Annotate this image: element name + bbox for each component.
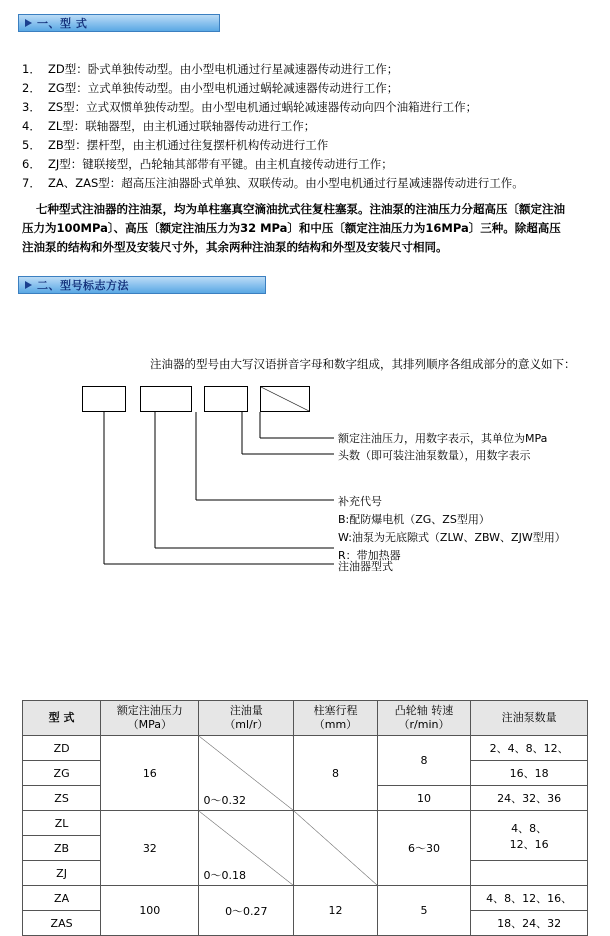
bold-paragraph: [22, 200, 600, 257]
table-row: [23, 886, 588, 911]
th-oil-l2: （ml/r）: [224, 718, 269, 731]
list-item: [22, 174, 592, 193]
bold-paragraph-line-2: 压力为100MPa〕、高压〔额定注油压力为32 MPa〕和中压〔额定注油压力为16MPa〕三种。除超高压: [22, 221, 561, 235]
cell-type: ZL: [23, 811, 101, 836]
cell-count: [471, 811, 588, 861]
cell-oil-032-value: 0～0.32: [203, 794, 246, 807]
cell-pressure-32: 32: [101, 811, 199, 886]
th-speed: [377, 701, 470, 736]
cell-count: 24、32、36: [471, 786, 588, 811]
cell-speed-630: 6～30: [377, 811, 470, 886]
spec-table: [22, 700, 588, 936]
diagram-title: 注油器的型号由大写汉语拼音字母和数字组成，其排列顺序各组成部分的意义如下：: [150, 357, 576, 371]
cell-type: ZD: [23, 736, 101, 761]
list-item-label: ZA、ZAS型：超高压注油器卧式单独、双联传动。由小型电机通过行星减速器传动进行工作。: [48, 176, 524, 190]
section-banner-type-label: 一、型 式: [37, 17, 88, 30]
cell-speed-5: 5: [377, 886, 470, 936]
th-pressure-l2: （MPa）: [127, 718, 172, 731]
diagram-label-supplement-code: 补充代号: [338, 495, 382, 508]
cell-type: ZB: [23, 836, 101, 861]
table-row: [23, 811, 588, 836]
cell-type: ZA: [23, 886, 101, 911]
table-row: [23, 736, 588, 761]
list-item-number: 4．: [22, 119, 41, 133]
cell-pressure-100: 100: [101, 886, 199, 936]
diagram-label-pressure: 额定注油压力，用数字表示，其单位为MPa: [338, 432, 548, 445]
cell-stroke-8: 8: [294, 736, 378, 811]
list-item-number: 2．: [22, 81, 41, 95]
diagram-label-w-nogap: W:油泵为无底隙式（ZLW、ZBW、ZJW型用）: [338, 531, 566, 544]
cell-oil-027: 0～0.27: [199, 886, 294, 936]
cell-count: 16、18: [471, 761, 588, 786]
diagram-label-b-explosionproof: B:配防爆电机（ZG、ZS型用）: [338, 513, 490, 526]
diagram-leader-lines: [0, 300, 610, 680]
th-type: [23, 701, 101, 736]
cell-count: 4、8、12、16、: [471, 886, 588, 911]
table-header-row: [23, 701, 588, 736]
cell-speed-10: 10: [377, 786, 470, 811]
cell-type: ZG: [23, 761, 101, 786]
list-item-number: 3．: [22, 100, 41, 114]
diagram-label-r-heater: R：带加热器: [338, 549, 401, 562]
list-item-label: ZL型：联轴器型，由主机通过联轴器传动进行工作；: [48, 119, 316, 133]
list-item-label: ZJ型：键联接型，凸轮轴其部带有平键。由主机直接传动进行工作；: [48, 157, 393, 171]
cell-count: 2、4、8、12、: [471, 736, 588, 761]
list-item-number: 5．: [22, 138, 41, 152]
section-banner-type: [18, 14, 220, 32]
cell-count-line1: 4、8、: [511, 821, 548, 835]
th-speed-l1: 凸轮轴 转速: [394, 704, 454, 717]
cell-oil-018: [199, 811, 294, 886]
list-item-label: ZG型：立式单独传动型。由小型电机通过蜗轮减速器传动进行工作；: [48, 81, 399, 95]
list-item-label: ZD型：卧式单独传动型。由小型电机通过行星减速器传动进行工作；: [48, 62, 399, 76]
triangle-bullet-icon: [25, 19, 32, 27]
list-item: [22, 136, 592, 155]
list-item: [22, 117, 592, 136]
type-list: [22, 60, 592, 193]
list-item: [22, 60, 592, 79]
th-type-l1: 型 式: [48, 711, 75, 724]
th-pressure: [101, 701, 199, 736]
bold-paragraph-line-1: 七种型式注油器的注油泵，均为单柱塞真空滴油扰式往复柱塞泵。注油泵的注油压力分超高压〔额定注油: [36, 202, 565, 216]
section-banner-model-code: [18, 276, 266, 294]
cell-count-line2: 12、16: [509, 837, 549, 851]
cell-count: [471, 861, 588, 886]
th-stroke-l2: （mm）: [313, 718, 358, 731]
list-item: [22, 98, 592, 117]
list-item-number: 1．: [22, 62, 41, 76]
list-item-label: ZB型：摆杆型，由主机通过往复摆杆机构传动进行工作: [48, 138, 329, 152]
diagram-label-oiler-type: 注油器型式: [338, 560, 393, 573]
bold-paragraph-line-3: 注油泵的结构和外型及安装尺寸外，其余两种注油泵的结构和外型及安装尺寸相同。: [22, 240, 448, 254]
cell-type: ZS: [23, 786, 101, 811]
cell-oil-032: [199, 736, 294, 811]
th-pump-count: [471, 701, 588, 736]
cell-speed-8: 8: [377, 736, 470, 786]
cell-stroke-blank: [294, 811, 378, 886]
th-speed-l2: （r/min）: [398, 718, 450, 731]
cell-pressure-16: 16: [101, 736, 199, 811]
cell-type: ZAS: [23, 911, 101, 936]
th-stroke-l1: 柱塞行程: [313, 704, 358, 717]
th-stroke: [294, 701, 378, 736]
model-code-diagram: [0, 300, 610, 680]
list-item-label: ZS型：立式双惯单独传动型。由小型电机通过蜗轮减速器传动向四个油箱进行工作；: [48, 100, 478, 114]
section-banner-model-code-label: 二、型号标志方法: [37, 279, 129, 292]
th-pressure-l1: 额定注油压力: [116, 704, 183, 717]
list-item-number: 7．: [22, 176, 41, 190]
th-count-l1: 注油泵数量: [501, 711, 557, 724]
cell-type: ZJ: [23, 861, 101, 886]
cell-oil-018-value: 0～0.18: [203, 869, 246, 882]
cell-stroke-12: 12: [294, 886, 378, 936]
list-item-number: 6．: [22, 157, 41, 171]
list-item: [22, 79, 592, 98]
th-oil-volume: [199, 701, 294, 736]
diagram-label-head-count: 头数（即可装注油泵数量），用数字表示: [338, 449, 531, 462]
th-oil-l1: 注油量: [229, 704, 263, 717]
triangle-bullet-icon: [25, 281, 32, 289]
cell-count: 18、24、32: [471, 911, 588, 936]
list-item: [22, 155, 592, 174]
